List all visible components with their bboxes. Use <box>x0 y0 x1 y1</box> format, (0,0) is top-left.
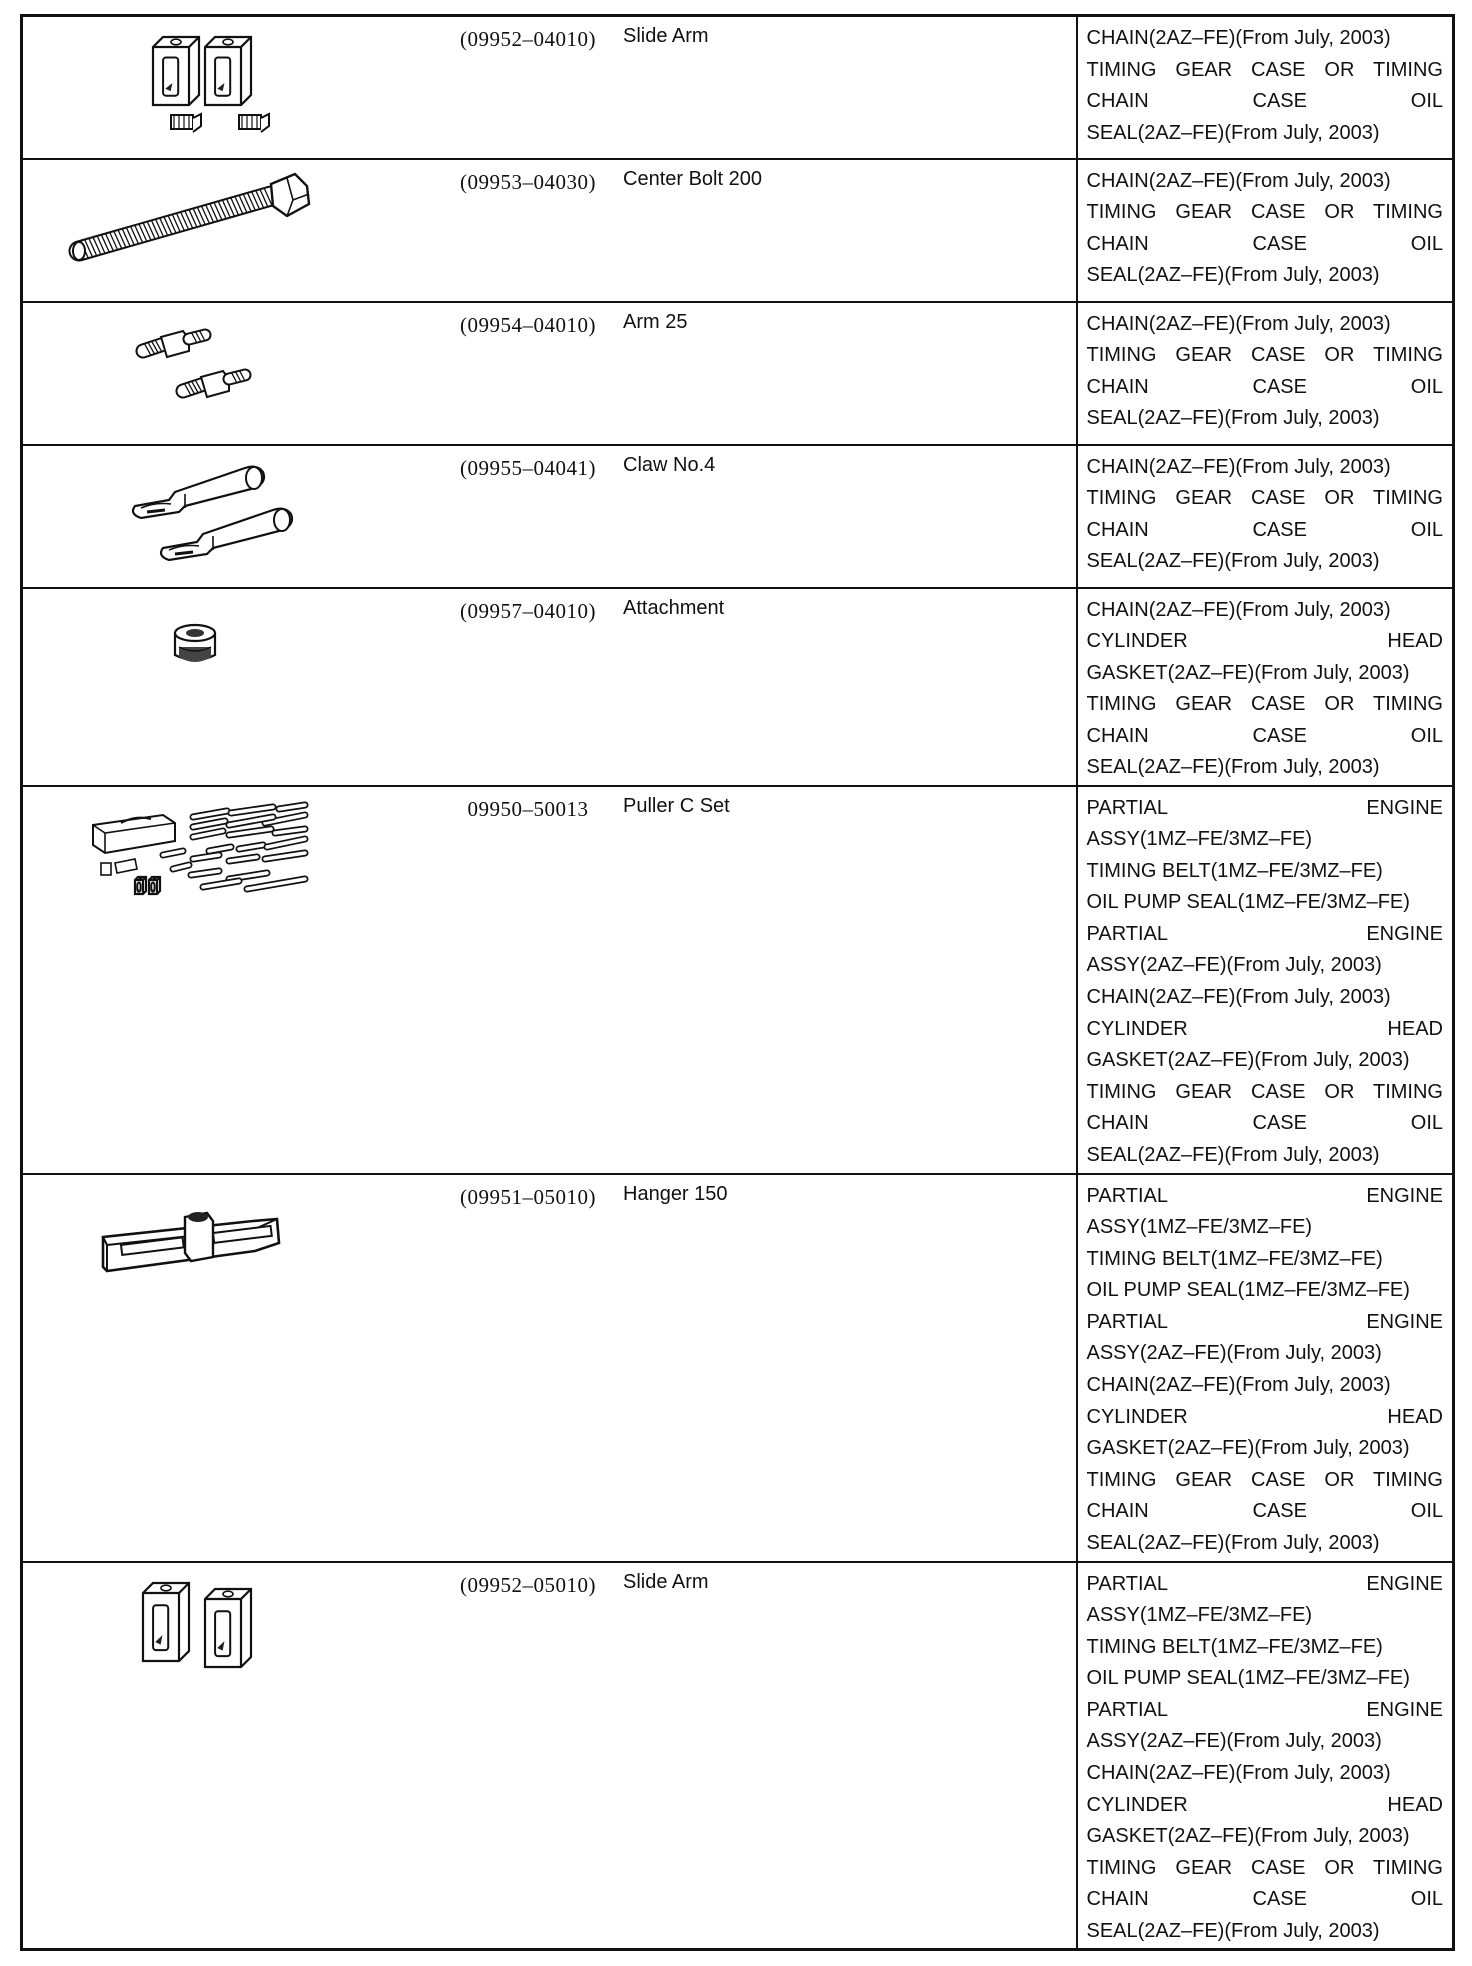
procedure-line: CHAIN CASE OIL <box>1086 375 1443 398</box>
procedure-line: SEAL(2AZ–FE)(From July, 2003) <box>1086 1532 1380 1555</box>
tool-cell <box>22 588 1077 786</box>
procedure-line: ASSY(2AZ–FE)(From July, 2003) <box>1086 954 1382 977</box>
procedure-line: TIMING GEAR CASE OR TIMING <box>1086 201 1443 224</box>
procedure-line: TIMING BELT(1MZ–FE/3MZ–FE) <box>1086 1247 1383 1270</box>
procedure-line: CYLINDER HEAD <box>1086 1405 1443 1428</box>
procedure-line: SEAL(2AZ–FE)(From July, 2003) <box>1086 1920 1380 1943</box>
procedure-line: GASKET(2AZ–FE)(From July, 2003) <box>1086 1049 1410 1072</box>
part-number: (09952–04010) <box>460 27 596 51</box>
tool-name: Puller C Set <box>623 794 730 817</box>
procedure-line: PARTIAL ENGINE <box>1086 922 1443 945</box>
tool-name: Center Bolt 200 <box>623 167 762 190</box>
tool-name: Hanger 150 <box>623 1182 728 1205</box>
procedure-line: PARTIAL ENGINE <box>1086 1184 1443 1207</box>
procedure-line: TIMING GEAR CASE OR TIMING <box>1086 1080 1443 1103</box>
procedure-line: SEAL(2AZ–FE)(From July, 2003) <box>1086 121 1380 144</box>
procedure-line: OIL PUMP SEAL(1MZ–FE/3MZ–FE) <box>1086 891 1410 914</box>
applicable-procedures <box>1077 1174 1454 1562</box>
hanger-icon <box>43 1181 443 1331</box>
part-number: (09953–04030) <box>460 169 596 194</box>
procedure-line: SEAL(2AZ–FE)(From July, 2003) <box>1086 550 1380 573</box>
procedure-line: GASKET(2AZ–FE)(From July, 2003) <box>1086 661 1410 684</box>
procedure-line: TIMING BELT(1MZ–FE/3MZ–FE) <box>1086 1635 1383 1658</box>
tool-name: Attachment <box>623 596 725 619</box>
procedure-line: PARTIAL ENGINE <box>1086 1572 1443 1595</box>
special-tools-table <box>20 14 1455 1951</box>
procedure-line: CHAIN(2AZ–FE)(From July, 2003) <box>1086 598 1391 621</box>
procedure-line: CYLINDER HEAD <box>1086 1017 1443 1040</box>
attachment-icon <box>43 595 443 775</box>
slide-arm-with-bolts-icon <box>43 23 443 148</box>
applicable-procedures <box>1077 302 1454 445</box>
tool-cell <box>22 1562 1077 1950</box>
procedure-line: OIL PUMP SEAL(1MZ–FE/3MZ–FE) <box>1086 1667 1410 1690</box>
part-number: (09955–04041) <box>460 455 596 480</box>
procedure-line: PARTIAL ENGINE <box>1086 796 1443 819</box>
procedure-line: CHAIN(2AZ–FE)(From July, 2003) <box>1086 27 1391 49</box>
tool-row <box>22 445 1454 588</box>
procedure-line: CHAIN(2AZ–FE)(From July, 2003) <box>1086 169 1391 192</box>
tool-row <box>22 159 1454 302</box>
procedure-line: TIMING BELT(1MZ–FE/3MZ–FE) <box>1086 859 1383 882</box>
puller-set-icon <box>43 793 443 923</box>
tool-cell <box>22 786 1077 1174</box>
procedure-line: PARTIAL ENGINE <box>1086 1310 1443 1333</box>
procedure-line: TIMING GEAR CASE OR TIMING <box>1086 487 1443 510</box>
applicable-procedures <box>1077 588 1454 786</box>
procedure-line: CHAIN(2AZ–FE)(From July, 2003) <box>1086 1374 1391 1397</box>
tool-cell <box>22 16 1077 159</box>
procedure-line: ASSY(2AZ–FE)(From July, 2003) <box>1086 1342 1382 1365</box>
tool-name: Slide Arm <box>623 25 709 47</box>
applicable-procedures <box>1077 16 1454 159</box>
tool-cell <box>22 302 1077 445</box>
procedure-line: TIMING GEAR CASE OR TIMING <box>1086 344 1443 367</box>
procedure-line: ASSY(2AZ–FE)(From July, 2003) <box>1086 1730 1382 1753</box>
tool-cell <box>22 159 1077 302</box>
tool-row <box>22 1174 1454 1562</box>
tool-cell <box>22 445 1077 588</box>
claw-icon <box>43 452 443 577</box>
procedure-line: CHAIN CASE OIL <box>1086 1888 1443 1911</box>
procedure-line: TIMING GEAR CASE OR TIMING <box>1086 1856 1443 1879</box>
procedure-line: CHAIN CASE OIL <box>1086 1112 1443 1135</box>
procedure-line: CHAIN(2AZ–FE)(From July, 2003) <box>1086 312 1391 335</box>
applicable-procedures <box>1077 445 1454 588</box>
procedure-line: CHAIN CASE OIL <box>1086 518 1443 541</box>
procedure-line: OIL PUMP SEAL(1MZ–FE/3MZ–FE) <box>1086 1279 1410 1302</box>
procedure-line: CHAIN(2AZ–FE)(From July, 2003) <box>1086 455 1391 478</box>
procedure-line: PARTIAL ENGINE <box>1086 1698 1443 1721</box>
part-number: (09951–05010) <box>460 1184 596 1209</box>
tool-row <box>22 588 1454 786</box>
slide-arm-icon <box>43 1569 443 1699</box>
procedure-line: SEAL(2AZ–FE)(From July, 2003) <box>1086 264 1380 287</box>
procedure-line: GASKET(2AZ–FE)(From July, 2003) <box>1086 1825 1410 1848</box>
procedure-line: SEAL(2AZ–FE)(From July, 2003) <box>1086 407 1380 430</box>
procedure-line: ASSY(1MZ–FE/3MZ–FE) <box>1086 1604 1313 1627</box>
procedure-line: TIMING GEAR CASE OR TIMING <box>1086 693 1443 716</box>
procedure-line: SEAL(2AZ–FE)(From July, 2003) <box>1086 1144 1380 1167</box>
procedure-line: TIMING GEAR CASE OR TIMING <box>1086 58 1443 81</box>
part-number: 09950–50013 <box>467 796 589 821</box>
part-number: (09957–04010) <box>460 598 596 623</box>
procedure-line: ASSY(1MZ–FE/3MZ–FE) <box>1086 828 1313 851</box>
tool-name: Arm 25 <box>623 310 688 333</box>
procedure-line: CHAIN CASE OIL <box>1086 90 1443 113</box>
center-bolt-icon <box>43 166 443 291</box>
tool-cell <box>22 1174 1077 1562</box>
arm-25-icon <box>43 309 443 434</box>
tool-name: Claw No.4 <box>623 453 716 476</box>
procedure-line: CHAIN CASE OIL <box>1086 724 1443 747</box>
tool-row <box>22 786 1454 1174</box>
applicable-procedures <box>1077 1562 1454 1950</box>
procedure-line: GASKET(2AZ–FE)(From July, 2003) <box>1086 1437 1410 1460</box>
procedure-line: CHAIN(2AZ–FE)(From July, 2003) <box>1086 986 1391 1009</box>
procedure-line: SEAL(2AZ–FE)(From July, 2003) <box>1086 756 1380 779</box>
part-number: (09952–05010) <box>460 1572 596 1597</box>
procedure-line: TIMING GEAR CASE OR TIMING <box>1086 1468 1443 1491</box>
applicable-procedures <box>1077 159 1454 302</box>
tool-row <box>22 1562 1454 1950</box>
tool-row <box>22 302 1454 445</box>
procedure-line: ASSY(1MZ–FE/3MZ–FE) <box>1086 1216 1313 1239</box>
procedure-line: CYLINDER HEAD <box>1086 1793 1443 1816</box>
part-number: (09954–04010) <box>460 312 596 337</box>
procedure-line: CHAIN(2AZ–FE)(From July, 2003) <box>1086 1762 1391 1785</box>
procedure-line: CHAIN CASE OIL <box>1086 1500 1443 1523</box>
tool-name: Slide Arm <box>623 1570 709 1593</box>
applicable-procedures <box>1077 786 1454 1174</box>
tool-row <box>22 16 1454 159</box>
procedure-line: CYLINDER HEAD <box>1086 630 1443 653</box>
procedure-line: CHAIN CASE OIL <box>1086 232 1443 255</box>
